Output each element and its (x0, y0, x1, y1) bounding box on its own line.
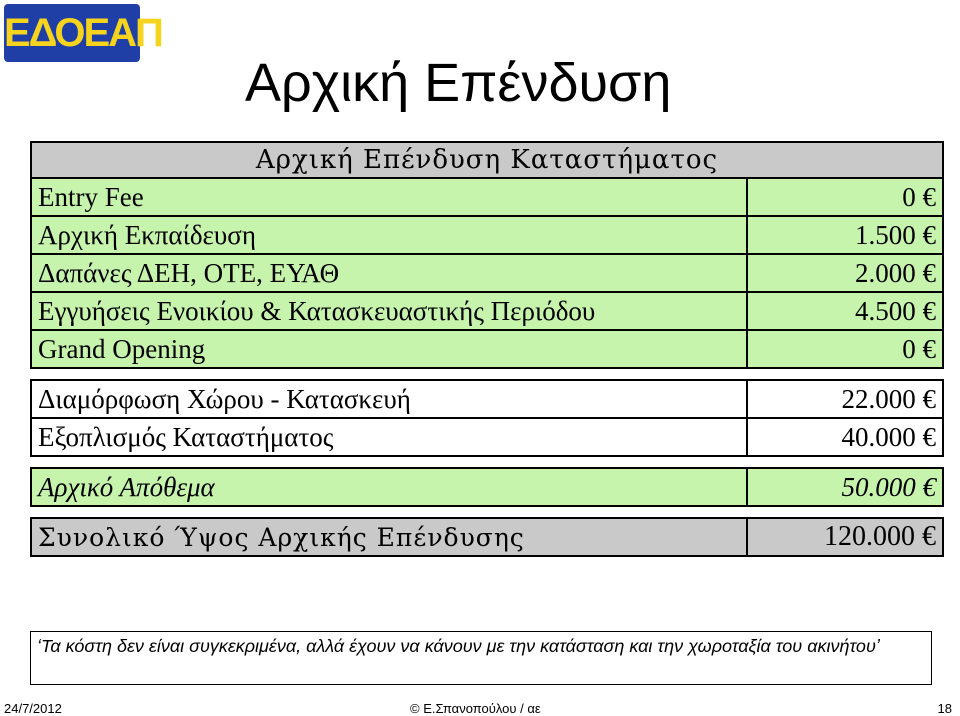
row-value: 40.000 € (747, 418, 943, 456)
table-header-row (31, 142, 943, 178)
row-label: Δαπάνες ΔΕΗ, ΟΤΕ, ΕΥΑΘ (31, 254, 747, 292)
row-value: 0 € (747, 178, 943, 216)
total-label: Συνολικό Ύψος Αρχικής Επένδυσης (31, 518, 747, 556)
row-value: 22.000 € (747, 380, 943, 418)
footer-author: © Ε.Σπανοπούλου / αε (410, 701, 541, 716)
investment-table (30, 141, 944, 557)
table-spacer (31, 506, 943, 518)
logo (4, 4, 162, 62)
row-label: Εξοπλισμός Καταστήματος (31, 418, 747, 456)
cost-note: ‘Τα κόστη δεν είναι συγκεκριμένα, αλλά έχουν να κάνουν με την κατάσταση και την χωροταξία του ακινήτου’ (30, 631, 932, 685)
table-row (31, 216, 943, 254)
table-spacer (31, 456, 943, 468)
table-row (31, 254, 943, 292)
page-number: 18 (937, 701, 952, 716)
stock-label: Αρχικό Απόθεμα (31, 468, 747, 506)
table-row (31, 380, 943, 418)
row-label: Αρχική Εκπαίδευση (31, 216, 747, 254)
total-row (31, 518, 943, 556)
table-row (31, 330, 943, 368)
page-title: Αρχική Επένδυση (245, 53, 672, 113)
stock-value: 50.000 € (747, 468, 943, 506)
table-spacer (31, 368, 943, 380)
row-value: 0 € (747, 330, 943, 368)
logo-text: ΕΔΟΕΑΠ (4, 11, 162, 55)
footer-date: 24/7/2012 (4, 701, 62, 716)
row-label: Εγγυήσεις Ενοικίου & Κατασκευαστικής Περιόδου (31, 292, 747, 330)
total-value: 120.000 € (747, 518, 943, 556)
row-label: Grand Opening (31, 330, 747, 368)
table-row (31, 178, 943, 216)
row-label: Entry Fee (31, 178, 747, 216)
row-label: Διαμόρφωση Χώρου - Κατασκευή (31, 380, 747, 418)
table-header: Αρχική Επένδυση Καταστήματος (31, 142, 943, 178)
stock-row (31, 468, 943, 506)
row-value: 2.000 € (747, 254, 943, 292)
table-row (31, 418, 943, 456)
table-row (31, 292, 943, 330)
row-value: 1.500 € (747, 216, 943, 254)
row-value: 4.500 € (747, 292, 943, 330)
